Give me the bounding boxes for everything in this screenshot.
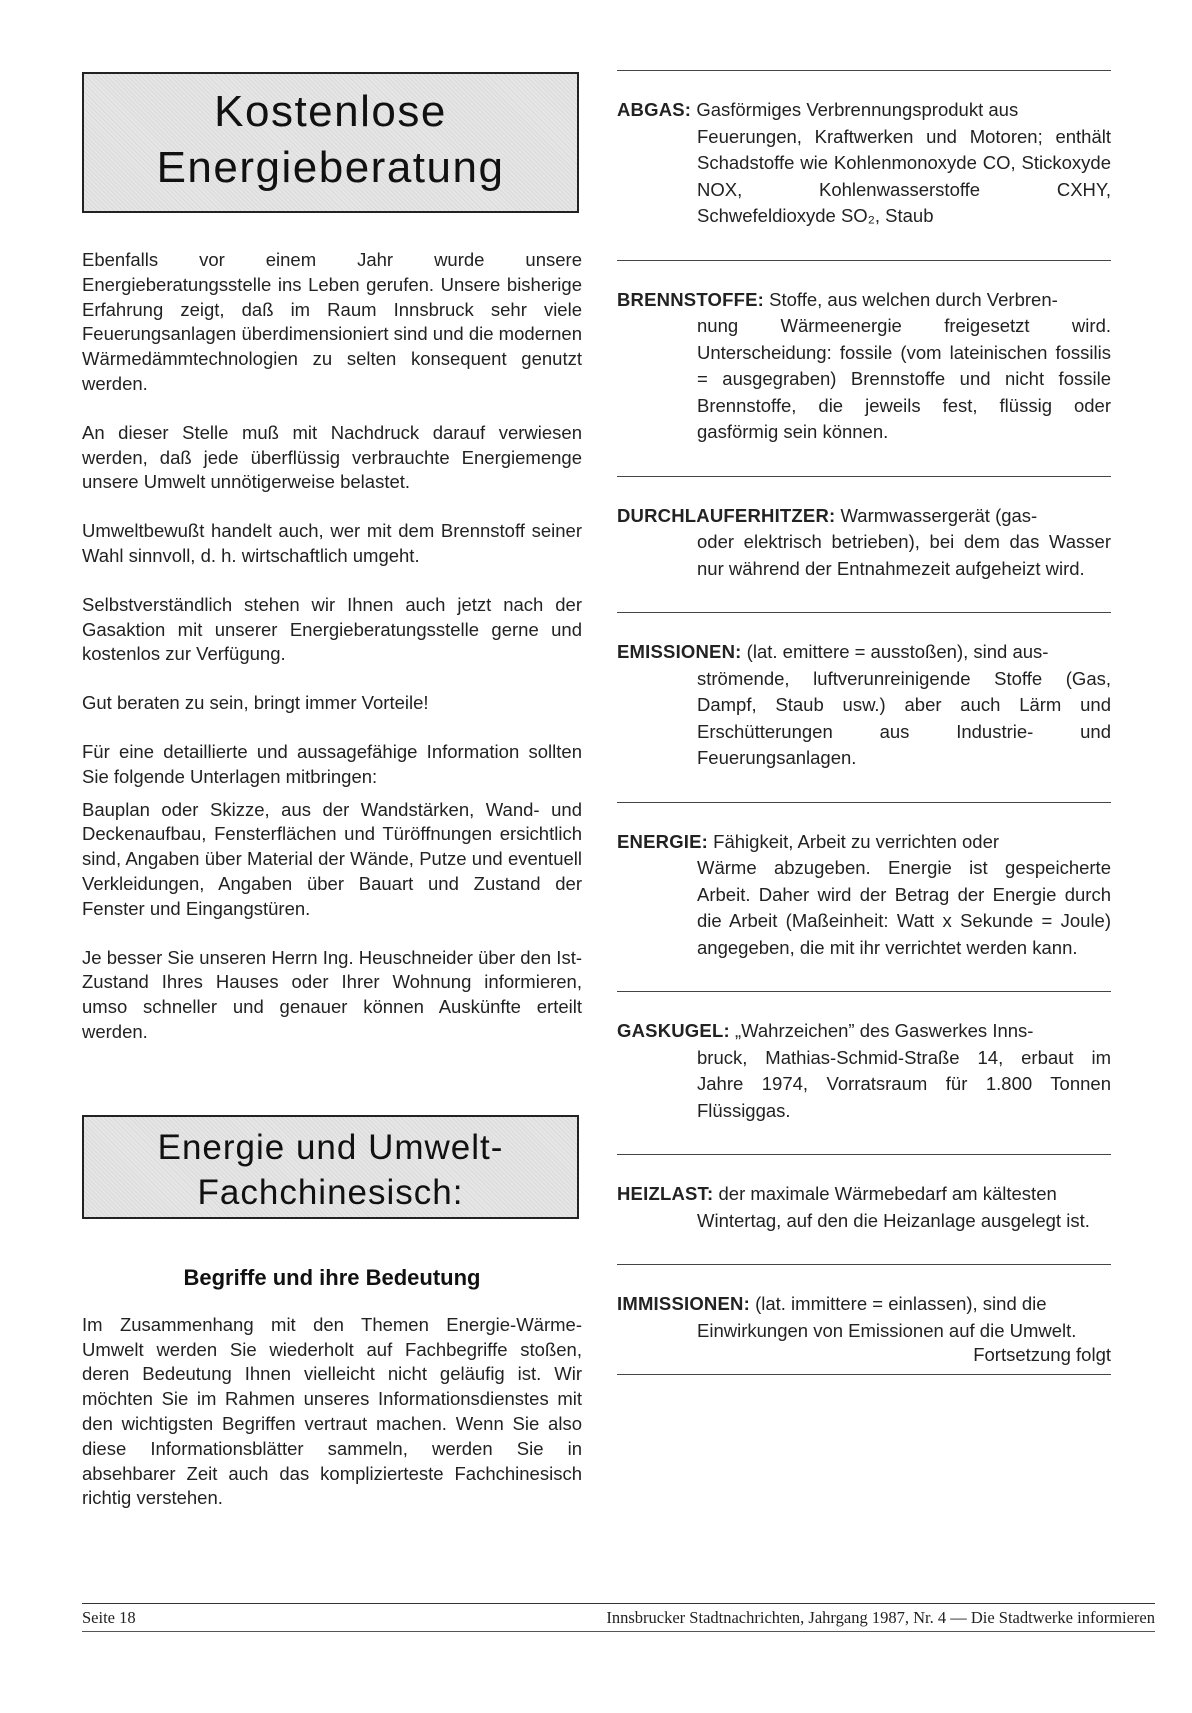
glossary-text: Gasförmiges Verbrennungsprodukt aus bbox=[696, 99, 1019, 120]
left-column bbox=[82, 72, 582, 1511]
glossary-entry bbox=[617, 287, 1111, 446]
glossary-text: Fähigkeit, Arbeit zu verrichten oder bbox=[713, 830, 1000, 852]
divider bbox=[617, 260, 1111, 261]
paragraph: Selbstverständlich stehen wir Ihnen auch jetzt nach der Gasaktion mit unserer Energieberatungsstelle gerne und kostenlos zur Verfügung. bbox=[82, 593, 582, 665]
glossary-entry bbox=[617, 829, 1111, 962]
glossary-column bbox=[617, 70, 1111, 1375]
glossary-term: IMMISSIONEN: bbox=[617, 1293, 750, 1314]
glossary-text: Warmwassergerät (gas- bbox=[840, 504, 1038, 526]
title-line: Fachchinesisch: bbox=[197, 1172, 464, 1212]
glossary-text: (lat. emittere = ausstoßen), sind aus- bbox=[746, 641, 1049, 662]
divider bbox=[617, 70, 1111, 71]
divider bbox=[617, 991, 1111, 992]
glossary-entry bbox=[617, 97, 1111, 230]
glossary-term: ABGAS: bbox=[617, 99, 692, 120]
glossary-text: „Wahrzeichen” des Gaswerkes Inns- bbox=[734, 1020, 1034, 1041]
glossary-entry bbox=[617, 1291, 1111, 1344]
glossary-term: HEIZLAST: bbox=[617, 1183, 714, 1204]
glossary-text: Wintertag, auf den die Heizanlage ausgelegt ist. bbox=[697, 1209, 1090, 1231]
paragraph: Je besser Sie unseren Herrn Ing. Heuschneider über den Ist-Zustand Ihres Hauses oder Ihrer Wohnung informieren, umso schneller und genauer können Auskünfte erteilt werden. bbox=[82, 946, 582, 1042]
glossary-text: Feuerungen, Kraftwerken und Motoren; enthält Schadstoffe wie Kohlenmonoxyde CO, Stickoxyde NOX, Kohlenwasserstoffe CXHY, Schwefeldioxyde SO₂, Staub bbox=[697, 125, 1111, 226]
title-line: Kostenlose bbox=[214, 87, 447, 136]
glossary-term: DURCHLAUFERHITZER: bbox=[617, 504, 836, 526]
paragraph: Gut beraten zu sein, bringt immer Vorteile! bbox=[82, 692, 429, 714]
divider bbox=[617, 802, 1111, 803]
paragraph: Ebenfalls vor einem Jahr wurde unsere Energieberatungsstelle ins Leben gerufen. Unsere bisherige Erfahrung zeigt, daß im Raum Innsbruck sehr viele Feuerungsanlagen überdimensioniert sind und die modernen Wärmedämmtechnologien zu selten konsequent genutzt werden. bbox=[82, 249, 582, 394]
paragraph: Für eine detaillierte und aussagefähige Information sollten Sie folgende Unterlagen mitbringen: bbox=[82, 740, 582, 787]
glossary-entry bbox=[617, 1018, 1111, 1124]
glossary-text: oder elektrisch betrieben), bei dem das Wasser nur während der Entnahmezeit aufgeheizt wird. bbox=[697, 531, 1111, 579]
paragraph: Bauplan oder Skizze, aus der Wandstärken, Wand- und Deckenaufbau, Fensterflächen und Türöffnungen ersichtlich sind, Angaben über Material der Wände, Putze und eventuell Verkleidungen, Angaben über Bauart und Zustand der Fenster und Eingangstüren. bbox=[82, 798, 582, 919]
title-line: Energie und Umwelt- bbox=[157, 1127, 504, 1167]
glossary-entry bbox=[617, 503, 1111, 583]
glossary-text: bruck, Mathias-Schmid-Straße 14, erbaut im Jahre 1974, Vorratsraum für 1.800 Tonnen Flüssiggas. bbox=[697, 1046, 1111, 1121]
divider bbox=[617, 1374, 1111, 1375]
intro-paragraph: Im Zusammenhang mit den Themen Energie-Wärme-Umwelt werden Sie wiederholt auf Fachbegriffe stoßen, deren Bedeutung Ihnen vielleicht nicht geläufig ist. Wir möchten Sie im Rahmen unseres Informationsdienstes mit den wichtigsten Begriffen vertraut machen. Wenn Sie also diese Informationsblätter sammeln, werden Sie in absehbarer Zeit auch das komplizierteste Fachchinesisch richtig verstehen. bbox=[82, 1313, 582, 1509]
glossary-term: GASKUGEL: bbox=[617, 1020, 730, 1041]
glossary-text: der maximale Wärmebedarf am kältesten bbox=[718, 1183, 1057, 1204]
continuation-note: Fortsetzung folgt bbox=[973, 1344, 1111, 1365]
glossary-text: Einwirkungen von Emissionen auf die Umwelt. bbox=[697, 1319, 1077, 1341]
glossary-term: EMISSIONEN: bbox=[617, 641, 742, 662]
glossary-text: nung Wärmeenergie freigesetzt wird. Unterscheidung: fossile (vom lateinischen fossilis = ausgegraben) Brennstoffe und nicht fossile Brennstoffe, die jeweils fest, flüssig oder gasförmig sein können. bbox=[697, 315, 1111, 442]
footer-rule bbox=[82, 1631, 1155, 1632]
divider bbox=[617, 612, 1111, 613]
glossary-text: (lat. immittere = einlassen), sind die bbox=[755, 1293, 1047, 1314]
title-line: Energieberatung bbox=[156, 143, 505, 192]
glossary-term: BRENNSTOFFE: bbox=[617, 288, 764, 310]
title-box-fachchinesisch bbox=[82, 1115, 579, 1219]
glossary-entry bbox=[617, 639, 1111, 772]
page-number: Seite 18 bbox=[82, 1608, 136, 1627]
divider bbox=[617, 1264, 1111, 1265]
divider bbox=[617, 1154, 1111, 1155]
glossary-term: ENERGIE: bbox=[617, 830, 709, 852]
page-footer bbox=[82, 1603, 1155, 1627]
divider bbox=[617, 476, 1111, 477]
title-box-energieberatung bbox=[82, 72, 579, 213]
paragraph: Umweltbewußt handelt auch, wer mit dem Brennstoff seiner Wahl sinnvoll, d. h. wirtschaftlich umgeht. bbox=[82, 520, 582, 566]
glossary-text: Stoffe, aus welchen durch Verbren- bbox=[769, 288, 1058, 310]
paragraph: An dieser Stelle muß mit Nachdruck darauf verwiesen werden, daß jede überflüssig verbrauchte Energiemenge unsere Umwelt unnötigerweise belastet. bbox=[82, 421, 582, 493]
glossary-text: strömende, luftverunreinigende Stoffe (Gas, Dampf, Staub usw.) aber auch Lärm und Erschütterungen aus Industrie- und Feuerungsanlagen. bbox=[697, 667, 1111, 768]
subheading: Begriffe und ihre Bedeutung bbox=[183, 1264, 481, 1290]
publication-info: Innsbrucker Stadtnachrichten, Jahrgang 1987, Nr. 4 — Die Stadtwerke informieren bbox=[606, 1608, 1155, 1627]
glossary-entry bbox=[617, 1181, 1111, 1234]
glossary-text: Wärme abzugeben. Energie ist gespeicherte Arbeit. Daher wird der Betrag der Energie durch die Arbeit (Maßeinheit: Watt x Sekunde = Joule) angegeben, die mit ihr verrichtet werden kann. bbox=[697, 857, 1111, 958]
